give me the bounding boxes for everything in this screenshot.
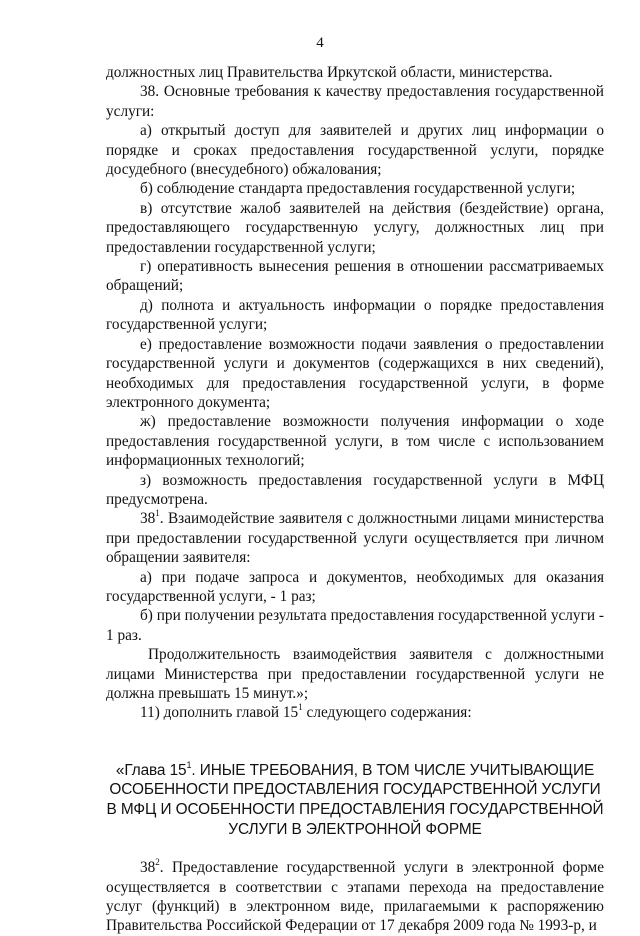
spacer [106,723,604,742]
paragraph-38-2-number: 38 [140,859,156,877]
paragraph-38-1-b: б) при получении результата предоставления государственной услуги - 1 раз. [106,607,604,644]
spacer [106,839,604,858]
paragraph-38-b: б) соблюдение стандарта предоставления государственной услуги; [140,180,576,198]
paragraph-38-1-a: а) при подаче запроса и документов, необходимых для оказания государственной услуги, - 1 раз; [106,568,604,605]
paragraph-38-a: а) открытый доступ для заявителей и других лиц информации о порядке и сроках предоставления государственной услуги, порядке досудебного (внесудебного) обжалования; [106,122,604,179]
paragraph-38-e: е) предоставление возможности подачи заявления о предоставлении государственной услуги и документов (содержащихся в них сведений), необходимых для предоставления государственной услуги, в форме электронного документа; [106,335,604,411]
paragraph-11 [106,703,604,722]
paragraph-11-superscript: 1 [298,702,303,713]
chapter-heading-title: . ИНЫЕ ТРЕБОВАНИЯ, В ТОМ ЧИСЛЕ УЧИТЫВАЮЩИЕ ОСОБЕННОСТИ ПРЕДОСТАВЛЕНИЯ ГОСУДАРСТВЕННОЙ УСЛУГИ В МФЦ И ОСОБЕННОСТИ ПРЕДОСТАВЛЕНИЯ ГОСУДАРСТВЕННОЙ УСЛУГИ В ЭЛЕКТРОННОЙ ФОРМЕ [106,761,604,838]
paragraph-38-g: г) оперативность вынесения решения в отношении рассматриваемых обращений; [106,258,604,295]
paragraph-continuation: должностных лиц Правительства Иркутской области, министерства. [106,64,553,81]
paragraph-38-1 [106,509,604,567]
chapter-heading-start: «Глава 15 [115,761,187,779]
chapter-heading-superscript: 1 [186,759,192,770]
paragraph-38-1-number: 38 [140,510,156,528]
paragraph-38-d: д) полнота и актуальность информации о порядке предоставления государственной услуги; [106,296,604,334]
paragraph-38-zh: ж) предоставление возможности получения информации о ходе предоставления государственной услуги, в том числе с использованием информационных технологий; [106,413,604,470]
paragraph-38-2-text: . Предоставление государственной услуги в электронной форме осуществляется в соответствии с этапами перехода на предоставление услуг (функций) в электронном виде, прилагаемыми к распоряжению Правительства Российской Федерации от 17 декабря 2009 года № 1993-р, и [106,859,604,935]
document-body [106,63,604,936]
paragraph-duration: Продолжительность взаимодействия заявителя с должностными лицами Министерства при предоставлении государственной услуги не должна превышать 15 минут.»; [106,646,604,702]
spacer [106,742,604,761]
paragraph-38-2-superscript: 2 [155,857,160,868]
paragraph-38-1-text: . Взаимодействие заявителя с должностными лицами министерства при предоставлении государственной услуги осуществляется при личном обращении заявителя: [106,510,604,567]
page-number: 4 [316,35,324,51]
paragraph-11-after: следующего содержания: [302,704,472,722]
paragraph-38-2 [106,858,604,936]
paragraph-11-before: 11) дополнить главой 15 [140,704,299,722]
paragraph-38-z: з) возможность предоставления государственной услуги в МФЦ предусмотрена. [106,471,604,508]
paragraph-38: 38. Основные требования к качеству предоставления государственной услуги: [106,83,604,120]
paragraph-38-1-superscript: 1 [155,508,160,519]
chapter-heading [106,761,604,839]
paragraph-38-v: в) отсутствие жалоб заявителей на действия (бездействие) органа, предоставляющего государственную услугу, должностных лиц при предоставлении государственной услуги; [106,199,604,256]
